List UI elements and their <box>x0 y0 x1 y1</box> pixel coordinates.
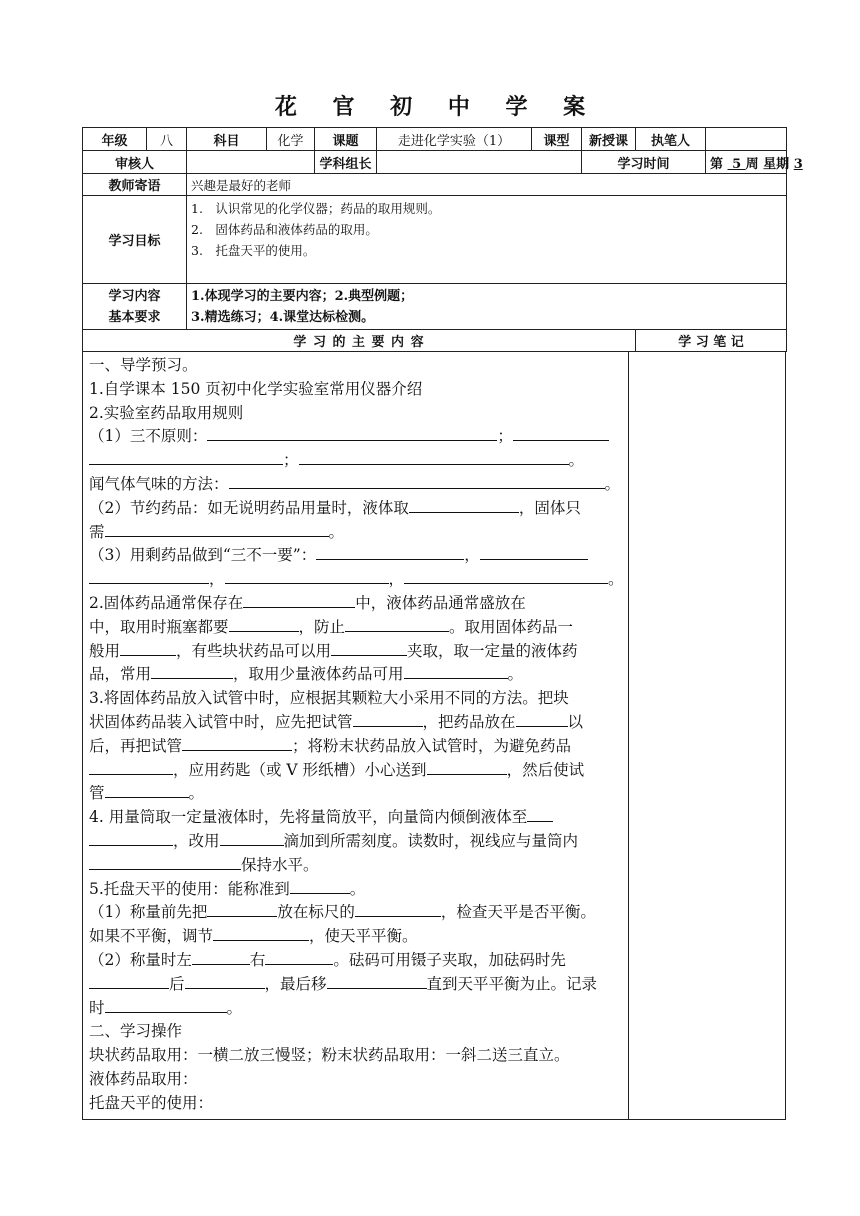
topic-label: 课题 <box>315 128 377 151</box>
text-line: 需 。 <box>89 522 345 541</box>
goal-item: 3. 托盘天平的使用。 <box>191 243 316 258</box>
goals-label: 学习目标 <box>83 196 187 284</box>
content-requirements <box>187 284 787 330</box>
requirement-line: 1.体现学习的主要内容；2.典型例题； <box>191 288 414 304</box>
text-line: 时 。 <box>89 998 243 1017</box>
text-line: 保持水平。 <box>89 854 622 878</box>
text-line: ，改用 滴加到所需刻度。读数时，视线应与量筒内 <box>89 830 622 854</box>
week-number: 5 <box>732 156 742 172</box>
text-line: （2）称量时左 右 。砝码可用镊子夹取，加砝码时先 <box>89 950 566 969</box>
text-line: 后 ，最后移 直到天平平衡为止。记录 <box>89 973 622 997</box>
text-line: 中，取用时瓶塞都要 ，防止 。取用固体药品一 <box>89 617 574 636</box>
type-value: 新授课 <box>582 128 636 151</box>
text-line: （2）节约药品：如无说明药品用量时，液体取 ，固体只 <box>89 498 581 517</box>
topic-value: 走进化学实验（1） <box>377 128 532 151</box>
text-line: ， ， 。 <box>89 568 622 592</box>
text-line: 液体药品取用： <box>89 1069 198 1088</box>
text-line: 后，再把试管 ；将粉末状药品放入试管时，为避免药品 <box>89 736 572 755</box>
notes-header: 学 习 笔 记 <box>636 330 787 352</box>
text-line: 状固体药品装入试管中时，应先把试管 ，把药品放在 以 <box>89 712 584 731</box>
study-notes-column <box>629 352 785 1119</box>
teacher-message-label: 教师寄语 <box>83 174 187 196</box>
reviewer-label: 审核人 <box>83 151 187 174</box>
grade-value: 八 <box>147 128 187 151</box>
text-line: 闻气体气味的方法： 。 <box>89 474 621 493</box>
time-prefix: 第 <box>710 156 724 172</box>
goal-item: 2. 固体药品和液体药品的取用。 <box>191 222 378 237</box>
text-line: 托盘天平的使用： <box>89 1093 214 1112</box>
page-title: 花 官 初 中 学 案 <box>274 94 600 120</box>
section-heading: 一、导学预习。 <box>89 356 198 374</box>
text-line: 管 。 <box>89 784 205 803</box>
text-line: ； 。 <box>89 449 622 473</box>
teacher-message: 兴趣是最好的老师 <box>187 174 787 196</box>
main-content-column <box>83 352 629 1119</box>
text-line: 块状药品取用：一横二放三慢竖；粉末状药品取用：一斜二送三直立。 <box>89 1046 570 1065</box>
text-line: 2.实验室药品取用规则 <box>89 403 244 422</box>
goal-item: 1. 认识常见的化学仪器；药品的取用规则。 <box>191 201 441 216</box>
main-content-area <box>82 352 786 1120</box>
type-label: 课型 <box>532 128 582 151</box>
text-line: 1.自学课本 150 页初中化学实验室常用仪器介绍 <box>89 379 423 398</box>
study-time-label: 学习时间 <box>582 151 706 174</box>
study-time-value <box>706 151 803 174</box>
subject-value: 化学 <box>267 128 315 151</box>
text-line: 3.将固体药品放入试管中时，应根据其颗粒大小采用不同的方法。把块 <box>89 689 569 708</box>
text-line: 2.固体药品通常保存在 中，液体药品通常盛放在 <box>89 593 526 612</box>
subject-label: 科目 <box>187 128 267 151</box>
text-line: ，应用药匙（或 V 形纸槽）小心送到 ，然后使试 <box>89 759 622 783</box>
requirement-line: 3.精选练习；4.课堂达标检测。 <box>191 309 375 325</box>
text-line: 般用 ，有些块状药品可以用 夹取，取一定量的液体药 <box>89 641 578 660</box>
goals-list <box>187 196 787 284</box>
reviewer-value <box>187 151 315 174</box>
week-text: 周 星期 <box>745 156 790 172</box>
group-leader-label: 学科组长 <box>315 151 377 174</box>
author-value <box>706 128 787 151</box>
text-line: （3）用剩药品做到“三不一要”： ， <box>89 544 622 568</box>
text-line: （1）三不原则： ； <box>89 425 622 449</box>
grade-label: 年级 <box>83 128 147 151</box>
text-line: （1）称量前先把 放在标尺的 ，检查天平是否平衡。 <box>89 903 596 922</box>
text-line: 4. 用量筒取一定量液体时，先将量筒放平，向量筒内倾倒液体至 <box>89 806 622 830</box>
day-number: 3 <box>793 156 803 172</box>
header-table <box>82 127 803 352</box>
main-content-header: 学 习 的 主 要 内 容 <box>83 330 636 352</box>
text-line: 5.托盘天平的使用：能称准到 。 <box>89 879 366 898</box>
group-leader-value <box>377 151 582 174</box>
section-heading: 二、学习操作 <box>89 1022 183 1041</box>
author-label: 执笔人 <box>636 128 706 151</box>
text-line: 品，常用 ，取用少量液体药品可用 。 <box>89 665 524 684</box>
content-requirement-label: 学习内容 基本要求 <box>83 284 187 330</box>
text-line: 如果不平衡，调节 ，使天平平衡。 <box>89 927 418 946</box>
